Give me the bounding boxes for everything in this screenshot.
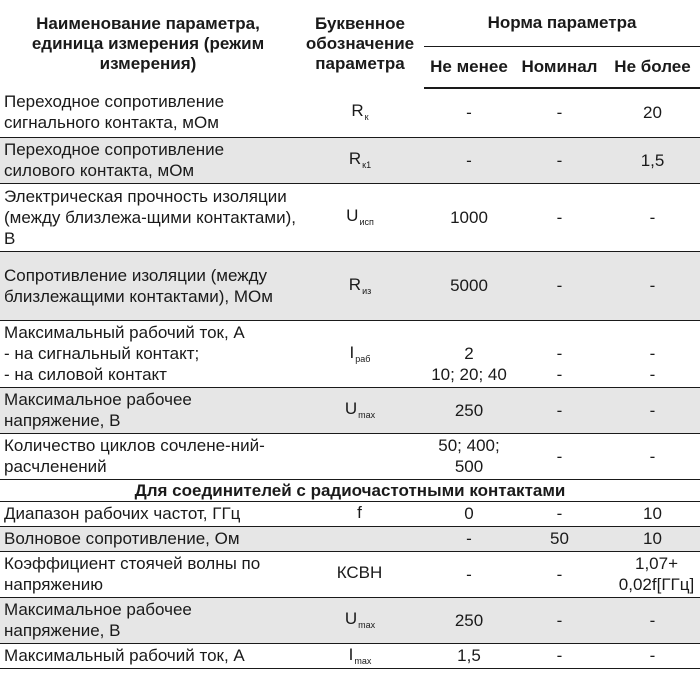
param-name: Сопротивление изоляции (между близлежащими контактами), МОм <box>0 251 296 320</box>
value-max: - <box>605 643 700 668</box>
value-min: - <box>424 88 514 137</box>
table-row <box>0 251 700 320</box>
value-max: - <box>605 597 700 643</box>
param-name: Количество циклов сочлене-ний-расчленений <box>0 433 296 479</box>
table-row <box>0 320 700 387</box>
param-name: Максимальный рабочий ток, А - на сигнальный контакт; - на силовой контакт <box>0 320 296 387</box>
value-min: 1,5 <box>424 643 514 668</box>
value-max: 1,5 <box>605 137 700 183</box>
param-symbol: $U_{исп}$ <box>296 183 424 251</box>
table-row <box>0 387 700 433</box>
header-param: Наименование параметра, единица измерения (режим измерения) <box>31 14 265 73</box>
table-row <box>0 526 700 551</box>
value-min: - <box>424 137 514 183</box>
value-max: - <box>605 251 700 320</box>
value-min: 250 <box>424 597 514 643</box>
value-max: - <box>605 183 700 251</box>
value-min: 1000 <box>424 183 514 251</box>
value-min: 50; 400; 500 <box>424 433 514 479</box>
value-max: - <box>605 387 700 433</box>
value-nominal: - <box>514 137 605 183</box>
value-min: 5000 <box>424 251 514 320</box>
table-row <box>0 643 700 668</box>
value-max: - - <box>605 320 700 387</box>
value-nominal: - <box>514 387 605 433</box>
param-name: Электрическая прочность изоляции (между близлежа-щими контактами), В <box>0 183 296 251</box>
value-nominal: - <box>514 643 605 668</box>
table-row <box>0 551 700 597</box>
header-max: Не более <box>605 46 700 88</box>
param-symbol: $I_{max}$ <box>296 643 424 668</box>
param-name: Коэффициент стоячей волны по напряжению <box>0 551 296 597</box>
value-nominal: - <box>514 433 605 479</box>
header-norm: Норма параметра <box>424 0 700 46</box>
value-nominal: - <box>514 501 605 526</box>
param-name: Переходное сопротивление силового контакта, мОм <box>0 137 296 183</box>
param-name: Волновое сопротивление, Ом <box>0 526 296 551</box>
table-row <box>0 137 700 183</box>
value-min: - <box>424 551 514 597</box>
table-row <box>0 597 700 643</box>
value-nominal: 50 <box>514 526 605 551</box>
param-symbol: $U_{max}$ <box>296 387 424 433</box>
table-row <box>0 501 700 526</box>
section-title: Для соединителей с радиочастотными контактами <box>0 479 700 501</box>
value-nominal: - <box>514 251 605 320</box>
param-symbol: $R_к$ <box>296 88 424 137</box>
value-max: 20 <box>605 88 700 137</box>
value-max: - <box>605 433 700 479</box>
header-min: Не менее <box>424 46 514 88</box>
section-row <box>0 479 700 501</box>
param-name: Максимальное рабочее напряжение, В <box>0 597 296 643</box>
param-symbol: КСВН <box>296 551 424 597</box>
value-nominal: - <box>514 183 605 251</box>
value-min: 250 <box>424 387 514 433</box>
param-symbol <box>296 433 424 479</box>
param-name: Максимальный рабочий ток, А <box>0 643 296 668</box>
value-max: 10 <box>605 526 700 551</box>
param-symbol <box>296 526 424 551</box>
value-nominal: - <box>514 551 605 597</box>
value-nominal: - - <box>514 320 605 387</box>
table-row <box>0 88 700 137</box>
table-row <box>0 433 700 479</box>
value-min: - <box>424 526 514 551</box>
value-nominal: - <box>514 597 605 643</box>
header-nominal: Номинал <box>514 46 605 88</box>
param-symbol: $R_{к1}$ <box>296 137 424 183</box>
param-symbol: $R_{из}$ <box>296 251 424 320</box>
header-symbol: Буквенное обозначение параметра <box>305 14 415 73</box>
value-min: 2 10; 20; 40 <box>424 320 514 387</box>
param-symbol: $I_{раб}$ <box>296 320 424 387</box>
value-min: 0 <box>424 501 514 526</box>
param-symbol: $U_{max}$ <box>296 597 424 643</box>
param-name: Диапазон рабочих частот, ГГц <box>0 501 296 526</box>
param-symbol: f <box>296 501 424 526</box>
param-name: Переходное сопротивление сигнального контакта, мОм <box>0 88 296 137</box>
value-max: 1,07+ 0,02f[ГГц] <box>605 551 700 597</box>
value-nominal: - <box>514 88 605 137</box>
table-row <box>0 183 700 251</box>
value-max: 10 <box>605 501 700 526</box>
param-name: Максимальное рабочее напряжение, В <box>0 387 296 433</box>
